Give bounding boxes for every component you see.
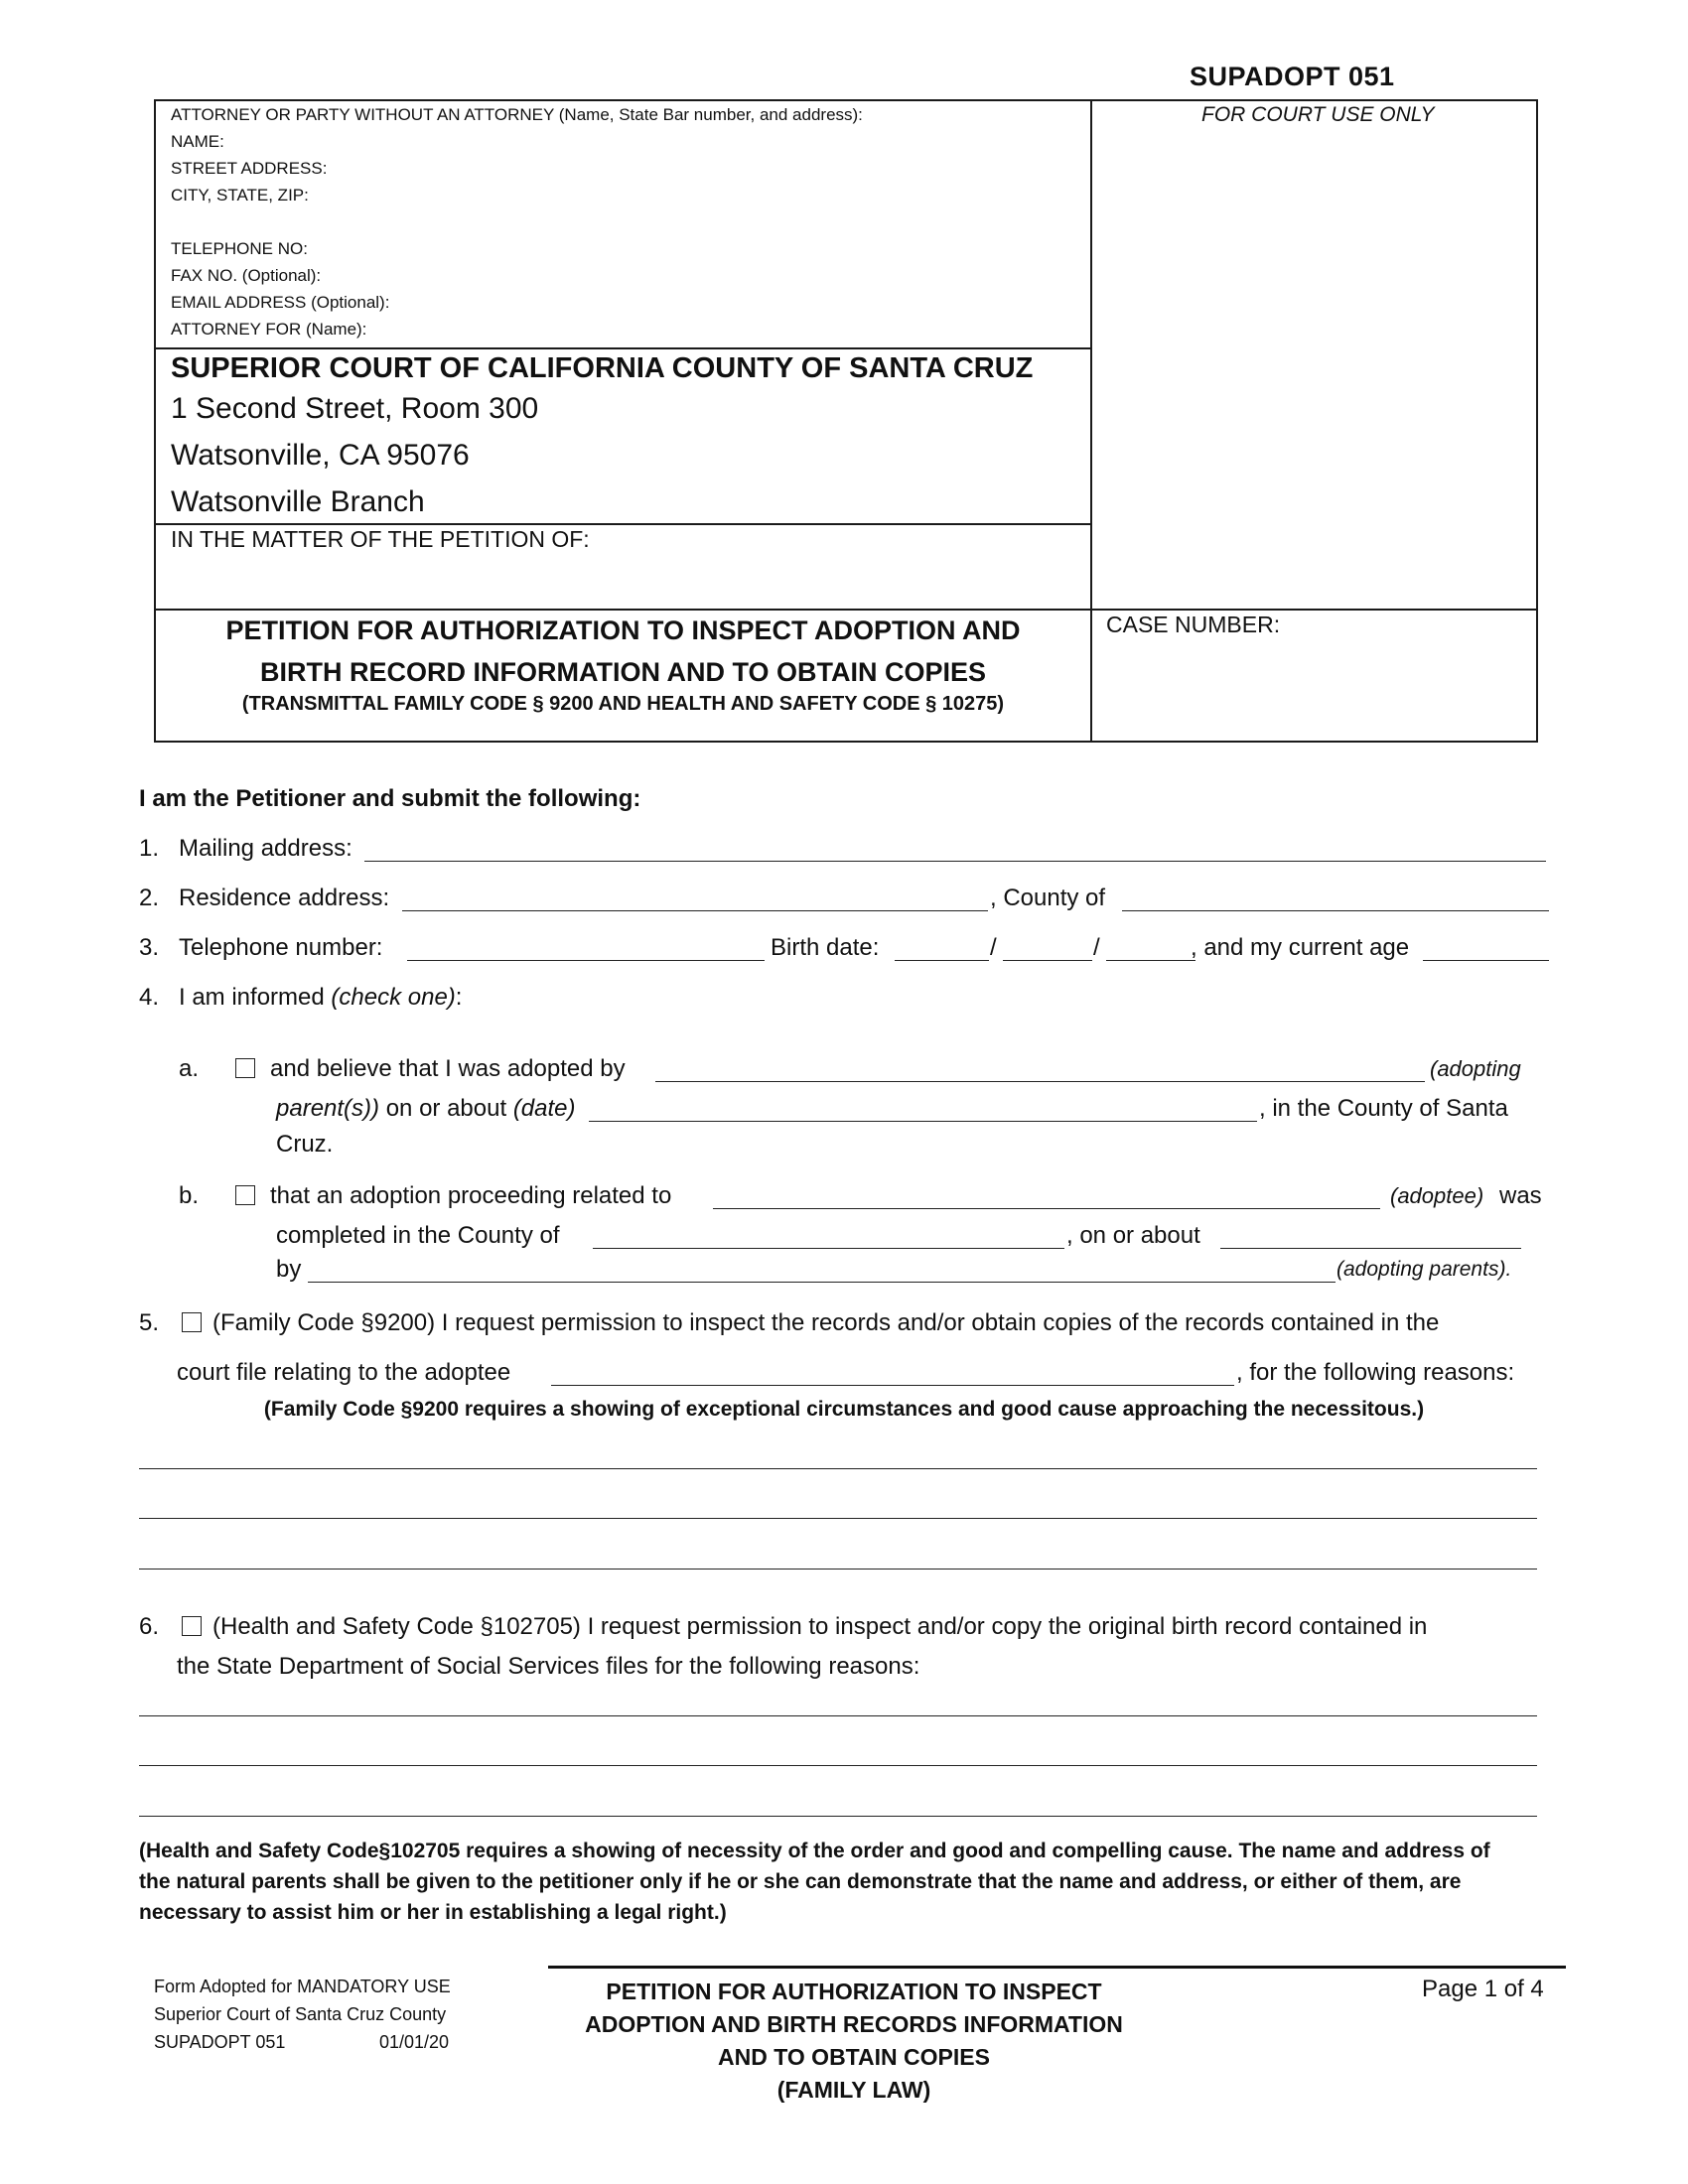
cruz-label: Cruz. bbox=[276, 1131, 334, 1158]
footer-rule bbox=[548, 1966, 1566, 1969]
check-one-text: (check one) bbox=[331, 984, 456, 1011]
by-label: by bbox=[276, 1256, 302, 1283]
page-number: Page 1 of 4 bbox=[1422, 1976, 1544, 2002]
title-line3: (TRANSMITTAL FAMILY CODE § 9200 AND HEALTH AND SAFETY CODE § 10275) bbox=[241, 693, 1005, 715]
option-a-text: and believe that I was adopted by bbox=[270, 1055, 626, 1082]
completed-county-label: completed in the County of bbox=[276, 1222, 560, 1249]
attorney-header: ATTORNEY OR PARTY WITHOUT AN ATTORNEY (Name, State Bar number, and address): bbox=[171, 105, 863, 124]
item-5-note: (Family Code §9200 requires a showing of exceptional circumstances and good cause approaching the necessitous.) bbox=[263, 1398, 1425, 1421]
informed-label bbox=[179, 984, 462, 1012]
attorney-for-label: ATTORNEY FOR (Name): bbox=[171, 320, 367, 339]
item-5-checkbox[interactable] bbox=[182, 1312, 202, 1332]
footer-title-2: ADOPTION AND BIRTH RECORDS INFORMATION bbox=[585, 2011, 1123, 2037]
county-field[interactable] bbox=[1122, 910, 1549, 911]
birth-date-label: Birth date: bbox=[771, 934, 880, 961]
attorney-street-label: STREET ADDRESS: bbox=[171, 159, 328, 178]
date-label: (date) bbox=[512, 1095, 576, 1122]
footer-title-1: PETITION FOR AUTHORIZATION TO INSPECT bbox=[606, 1979, 1102, 2004]
option-a-letter: a. bbox=[179, 1055, 200, 1082]
attorney-city-label: CITY, STATE, ZIP: bbox=[171, 186, 309, 205]
hs-note-line3: necessary to assist him or her in establishing a legal right.) bbox=[139, 1901, 727, 1924]
footer-form-code: SUPADOPT 051 bbox=[154, 2032, 286, 2052]
item-5-number: 5. bbox=[139, 1309, 160, 1336]
mailing-address-field[interactable] bbox=[364, 861, 1546, 862]
option-b-checkbox[interactable] bbox=[235, 1185, 255, 1205]
informed-colon: : bbox=[455, 984, 463, 1011]
hs-note-line2: the natural parents shall be given to the petitioner only if he or she can demonstrate that the name and address, or either of them, are bbox=[139, 1870, 1462, 1893]
informed-text: I am informed bbox=[179, 984, 325, 1011]
residence-address-label: Residence address: bbox=[179, 885, 390, 911]
current-age-field[interactable] bbox=[1423, 960, 1549, 961]
footer-adopted: Form Adopted for MANDATORY USE bbox=[154, 1977, 451, 1996]
option-b-text: that an adoption proceeding related to bbox=[270, 1182, 672, 1209]
following-reasons-label: , for the following reasons: bbox=[1236, 1359, 1515, 1386]
birth-date-slash-2: / bbox=[1093, 934, 1100, 961]
item-4-number: 4. bbox=[139, 984, 160, 1011]
birth-date-slash-1: / bbox=[990, 934, 997, 961]
adopting-parents-field[interactable] bbox=[655, 1081, 1425, 1082]
birth-year-field[interactable] bbox=[1106, 960, 1196, 961]
attorney-name-label: NAME: bbox=[171, 132, 224, 151]
residence-address-field[interactable] bbox=[402, 910, 988, 911]
footer-date: 01/01/20 bbox=[379, 2032, 450, 2052]
title-line2: BIRTH RECORD INFORMATION AND TO OBTAIN COPIES bbox=[260, 657, 986, 687]
adoption-date-field[interactable] bbox=[589, 1121, 1257, 1122]
footer-title-4: (FAMILY LAW) bbox=[776, 2077, 931, 2103]
court-city: Watsonville, CA 95076 bbox=[171, 439, 470, 472]
adopting-parents-b-field[interactable] bbox=[308, 1282, 1336, 1283]
adoptee-label: (adoptee) bbox=[1390, 1183, 1484, 1208]
current-age-label: , and my current age bbox=[1191, 934, 1410, 961]
item-6-number: 6. bbox=[139, 1613, 160, 1640]
adoptee-field[interactable] bbox=[713, 1208, 1380, 1209]
matter-label: IN THE MATTER OF THE PETITION OF: bbox=[171, 526, 590, 552]
adopting-parents-label: (adopting parents). bbox=[1336, 1258, 1512, 1281]
option-b-on-about-label: , on or about bbox=[1066, 1222, 1200, 1249]
attorney-fax-label: FAX NO. (Optional): bbox=[171, 266, 322, 285]
court-use-box bbox=[1090, 99, 1538, 611]
item-6-reason-line-1[interactable] bbox=[139, 1715, 1537, 1716]
item-3-number: 3. bbox=[139, 934, 160, 961]
completed-county-field[interactable] bbox=[593, 1248, 1064, 1249]
footer-title-3: AND TO OBTAIN COPIES bbox=[718, 2044, 990, 2070]
option-a-line2 bbox=[276, 1095, 576, 1123]
telephone-number-field[interactable] bbox=[407, 960, 765, 961]
petitioner-intro: I am the Petitioner and submit the following: bbox=[139, 785, 641, 812]
court-file-label: court file relating to the adoptee bbox=[177, 1359, 511, 1386]
court-street: 1 Second Street, Room 300 bbox=[171, 392, 539, 425]
court-name: SUPERIOR COURT OF CALIFORNIA COUNTY OF SANTA CRUZ bbox=[171, 352, 1034, 384]
mailing-address-label: Mailing address: bbox=[179, 835, 352, 862]
attorney-telephone-label: TELEPHONE NO: bbox=[171, 239, 308, 258]
parents-label: parent(s)) bbox=[276, 1095, 380, 1122]
county-of-label: , County of bbox=[990, 885, 1106, 911]
item-6-checkbox[interactable] bbox=[182, 1616, 202, 1636]
birth-day-field[interactable] bbox=[1003, 960, 1092, 961]
item-5-reason-line-3[interactable] bbox=[139, 1569, 1537, 1570]
item-2-number: 2. bbox=[139, 885, 160, 911]
birth-month-field[interactable] bbox=[895, 960, 989, 961]
telephone-number-label: Telephone number: bbox=[179, 934, 383, 961]
was-label: was bbox=[1499, 1182, 1542, 1209]
item-5-text: (Family Code §9200) I request permission to inspect the records and/or obtain copies of the records contained in the bbox=[212, 1309, 1440, 1336]
court-use-label: FOR COURT USE ONLY bbox=[1201, 103, 1435, 126]
item-1-number: 1. bbox=[139, 835, 160, 862]
on-or-about-label: on or about bbox=[385, 1095, 507, 1122]
court-file-adoptee-field[interactable] bbox=[551, 1385, 1234, 1386]
county-santa-label: , in the County of Santa bbox=[1259, 1095, 1508, 1122]
adopting-label: (adopting bbox=[1430, 1056, 1521, 1081]
court-branch: Watsonville Branch bbox=[171, 485, 425, 518]
option-a-checkbox[interactable] bbox=[235, 1058, 255, 1078]
item-5-reason-line-1[interactable] bbox=[139, 1468, 1537, 1469]
item-6-text-line2: the State Department of Social Services files for the following reasons: bbox=[177, 1653, 920, 1680]
item-6-reason-line-3[interactable] bbox=[139, 1816, 1537, 1817]
item-6-reason-line-2[interactable] bbox=[139, 1765, 1537, 1766]
footer-court: Superior Court of Santa Cruz County bbox=[154, 2004, 447, 2024]
completion-date-field[interactable] bbox=[1220, 1248, 1521, 1249]
form-code: SUPADOPT 051 bbox=[1190, 62, 1395, 91]
item-6-text: (Health and Safety Code §102705) I request permission to inspect and/or copy the original birth record contained in bbox=[212, 1613, 1428, 1640]
item-5-reason-line-2[interactable] bbox=[139, 1518, 1537, 1519]
case-number-label: CASE NUMBER: bbox=[1106, 612, 1281, 637]
option-b-letter: b. bbox=[179, 1182, 200, 1209]
attorney-email-label: EMAIL ADDRESS (Optional): bbox=[171, 293, 390, 312]
hs-note-line1: (Health and Safety Code§102705 requires a showing of necessity of the order and good and compelling cause. The name and address of bbox=[139, 1840, 1490, 1862]
title-line1: PETITION FOR AUTHORIZATION TO INSPECT ADOPTION AND bbox=[225, 615, 1021, 645]
